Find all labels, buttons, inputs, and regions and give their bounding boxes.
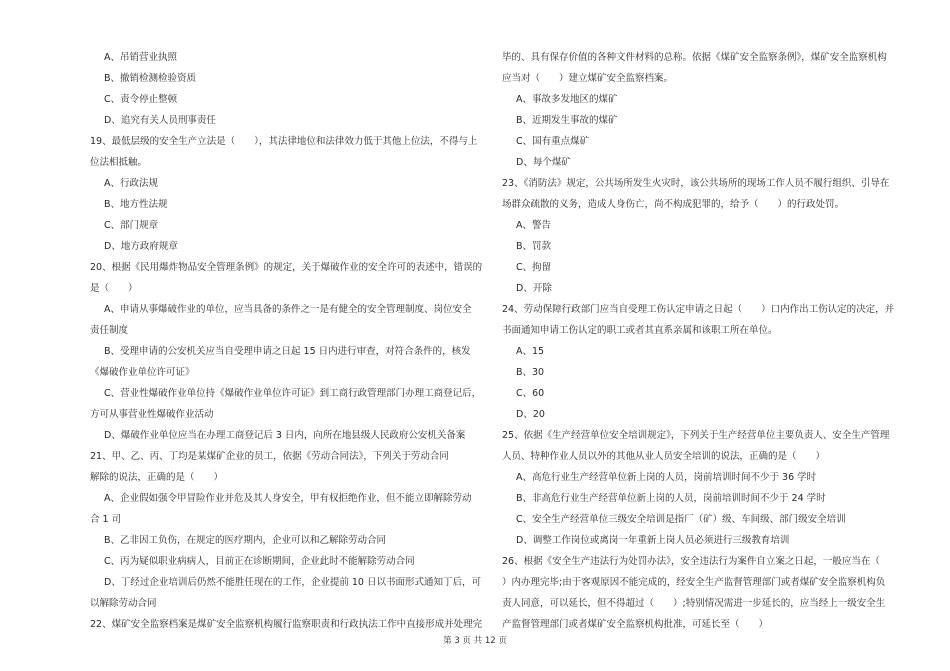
answer-option: D、调整工作岗位或离岗一年重新上岗人员必须进行三级教育培训 [516,535,790,546]
answer-option: B、地方性法规 [104,199,168,210]
answer-option: C、安全生产经营单位三级安全培训是指厂（矿）级、车间级、部门级安全培训 [516,514,846,525]
answer-option: C、部门规章 [104,220,159,231]
text-line: 应当对（ ）建立煤矿安全监察档案。 [502,73,674,84]
answer-option: A、申请从事爆破作业的单位，应当具备的条件之一是有健全的安全管理制度、岗位安全 [104,304,472,315]
text-line: 合 1 司 [90,514,122,525]
answer-option: A、警告 [516,220,551,231]
text-line: 责人同意，可以延长，但不得超过（ ）;特别情况需进一步延长的，应当经上一级安全生 [502,598,886,609]
question-text: 24、劳动保障行政部门应当自受理工伤认定申请之日起（ ）口内作出工伤认定的决定，并 [502,304,895,315]
answer-option: C、国有重点煤矿 [516,136,590,147]
text-line: 以解除劳动合同 [90,598,157,609]
answer-option: A、行政法规 [104,178,158,189]
question-text: 25、依据《生产经营单位安全培训规定》，下列关于生产经营单位主要负责人、安全生产管理 [502,430,890,441]
answer-option: C、拘留 [516,262,552,273]
left-column [90,47,485,635]
text-line: 方可从事营业性爆破作业活动 [90,409,214,420]
answer-option: D、丁经过企业培训后仍然不能胜任现在的工作，企业提前 10 日以书面形式通知丁后，可 [104,577,481,588]
text-line: 人员、特种作业人员以外的其他从业人员安全培训的说法，正确的是（ ） [502,451,826,462]
question-text: 21、甲、乙、丙、丁均是某煤矿企业的员工，依据《劳动合同法》，下列关于劳动合同 [90,451,449,462]
answer-option: D、地方政府规章 [104,241,178,252]
question-text: 26、根据《安全生产违法行为处罚办法》，安全违法行为案件自立案之日起，一般应当在（ [502,556,880,567]
answer-option: A、高危行业生产经营单位新上岗的人员，岗前培训时间不少于 36 学时 [516,472,817,483]
text-line: 解除的说法，正确的是（ ） [90,472,224,483]
question-text: 19、最低层级的安全生产立法是（ ），其法律地位和法律效力低于其他上位法，不得与上 [90,136,478,147]
answer-option: B、乙非因工负伤，在规定的医疗期内，企业可以和乙解除劳动合同 [104,535,387,546]
answer-option: B、受理申请的公安机关应当自受理申请之日起 15 日内进行审查，对符合条件的，核发 [104,346,471,357]
answer-option: B、罚款 [516,241,552,252]
question-text: 20、根据《民用爆炸物品安全管理条例》的规定，关于爆破作业的安全许可的表述中，错误的 [90,262,483,273]
text-line: 书面通知申请工伤认定的职工或者其直系亲属和该职工所在单位。 [502,325,778,336]
answer-option: B、非高危行业生产经营单位新上岗的人员，岗前培训时间不少于 24 学时 [516,493,826,504]
answer-option: D、每个煤矿 [516,157,571,168]
text-line: 责任制度 [90,325,129,336]
answer-option: C、责令停止整顿 [104,94,178,105]
text-line: 《爆破作业单位许可证》 [90,367,195,378]
answer-option: A、事故多发地区的煤矿 [516,94,618,105]
answer-option: D、追究有关人员刑事责任 [104,115,216,126]
text-line: 场群众疏散的义务，造成人身伤亡，尚不构成犯罪的，给予（ ）的行政处罚。 [502,199,845,210]
answer-option: B、近期发生事故的煤矿 [516,115,618,126]
answer-option: A、吊销营业执照 [104,52,177,63]
answer-option: C、60 [516,388,545,399]
right-column [502,47,897,635]
text-line: ）内办理完毕;由于客观原因不能完成的，经安全生产监督管理部门或者煤矿安全监察机构负 [502,577,886,588]
text-line: 产监督管理部门或者煤矿安全监察机构批准，可延长至（ ） [502,619,769,630]
text-line: 是（ ） [90,283,138,294]
answer-option: A、企业假如强令甲冒险作业并危及其人身安全，甲有权拒绝作业，但不能立即解除劳动 [104,493,472,504]
answer-option: C、营业性爆破作业单位持《爆破作业单位许可证》到工商行政管理部门办理工商登记后， [104,388,482,399]
answer-option: B、30 [516,367,545,378]
answer-option: D、20 [516,409,545,420]
answer-option: D、开除 [516,283,552,294]
answer-option: C、丙为疑似职业病病人，目前正在诊断期间，企业此时不能解除劳动合同 [104,556,415,567]
text-line: 毕的、具有保存价值的各种文件材料的总称。依据《煤矿安全监察条例》，煤矿安全监察机构 [502,52,887,63]
question-text: 22、煤矿安全监察档案是煤矿安全监察机构履行监察职责和行政执法工作中直接形成并处理完 [90,619,483,630]
answer-option: D、爆破作业单位应当在办理工商登记后 3 日内，向所在地县级人民政府公安机关备案 [104,430,466,441]
question-text: 23、《消防法》规定，公共场所发生火灾时，该公共场所的现场工作人员不履行组织、引导在 [502,178,890,189]
answer-option: A、15 [516,346,545,357]
text-line: 位法相抵触。 [90,157,148,168]
page-footer: 第 3 页 共 12 页 [443,636,507,646]
answer-option: B、撤销检测检验资质 [104,73,197,84]
